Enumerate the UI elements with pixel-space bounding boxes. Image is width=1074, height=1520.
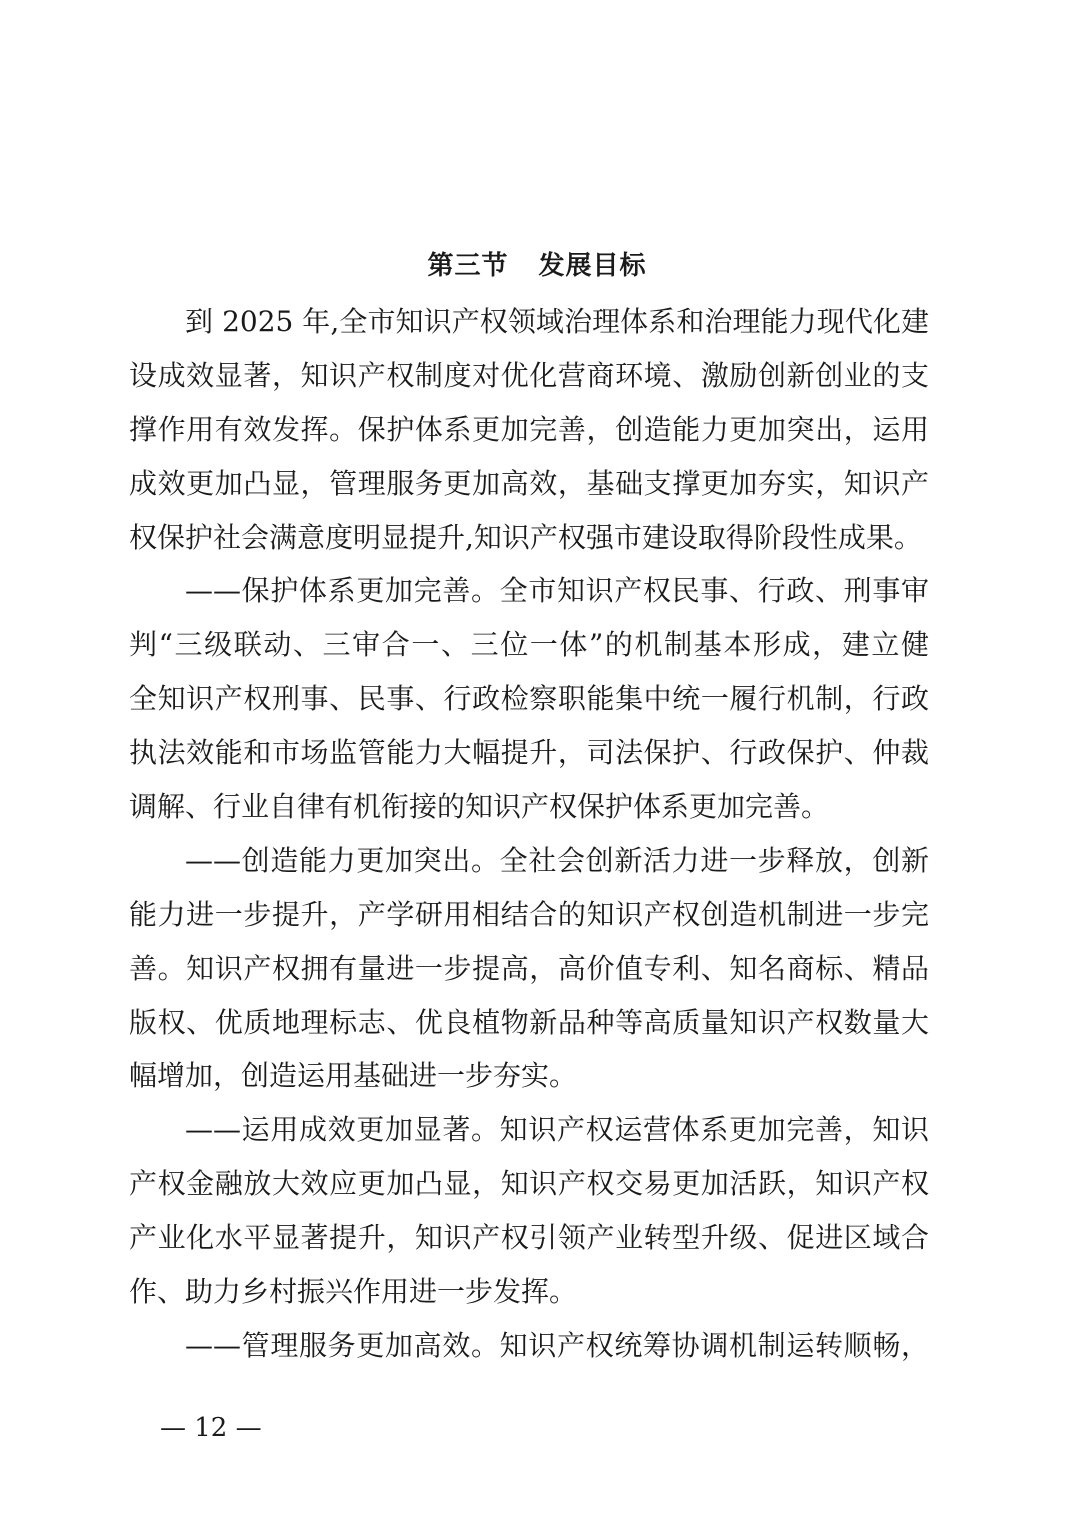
body-text	[129, 302, 929, 1380]
text-line: 执法效能和市场监管能力大幅提升，司法保护、行政保护、仲裁	[129, 736, 929, 770]
text-line: 产业化水平显著提升，知识产权引领产业转型升级、促进区域合	[129, 1221, 929, 1255]
page-number: — 12 —	[160, 1413, 262, 1443]
text-line: 全知识产权刑事、民事、行政检察职能集中统一履行机制，行政	[129, 682, 929, 716]
section-name: 发展目标	[538, 251, 647, 281]
section-title	[0, 246, 1074, 286]
text-line: 产权金融放大效应更加凸显，知识产权交易更加活跃，知识产权	[129, 1167, 929, 1201]
text-line: 设成效显著，知识产权制度对优化营商环境、激励创新创业的支	[129, 358, 929, 392]
section-number: 第三节	[427, 251, 509, 281]
text-line: 成效更加凸显，管理服务更加高效，基础支撑更加夯实，知识产	[129, 466, 929, 500]
text-line: ——运用成效更加显著。知识产权运营体系更加完善，知识	[185, 1113, 929, 1147]
text-line: 善。知识产权拥有量进一步提高，高价值专利、知名商标、精品	[129, 951, 929, 985]
text-line: 幅增加，创造运用基础进一步夯实。	[129, 1059, 578, 1093]
text-line: ——管理服务更加高效。知识产权统筹协调机制运转顺畅，	[185, 1328, 929, 1362]
text-line: ——保护体系更加完善。全市知识产权民事、行政、刑事审	[185, 574, 929, 608]
text-line: 作、助力乡村振兴作用进一步发挥。	[129, 1275, 578, 1309]
text-line: 调解、行业自律有机衔接的知识产权保护体系更加完善。	[129, 790, 830, 824]
text-line: ——创造能力更加突出。全社会创新活力进一步释放，创新	[185, 843, 929, 877]
text-line: 能力进一步提升，产学研用相结合的知识产权创造机制进一步完	[129, 897, 929, 931]
text-line: 到 2025 年,全市知识产权领域治理体系和治理能力现代化建	[185, 305, 929, 338]
text-line: 判“三级联动、三审合一、三位一体”的机制基本形成，建立健	[129, 628, 929, 662]
text-line: 版权、优质地理标志、优良植物新品种等高质量知识产权数量大	[129, 1005, 929, 1039]
text-line: 撑作用有效发挥。保护体系更加完善，创造能力更加突出，运用	[129, 412, 929, 446]
text-line: 权保护社会满意度明显提升,知识产权强市建设取得阶段性成果。	[129, 520, 922, 554]
